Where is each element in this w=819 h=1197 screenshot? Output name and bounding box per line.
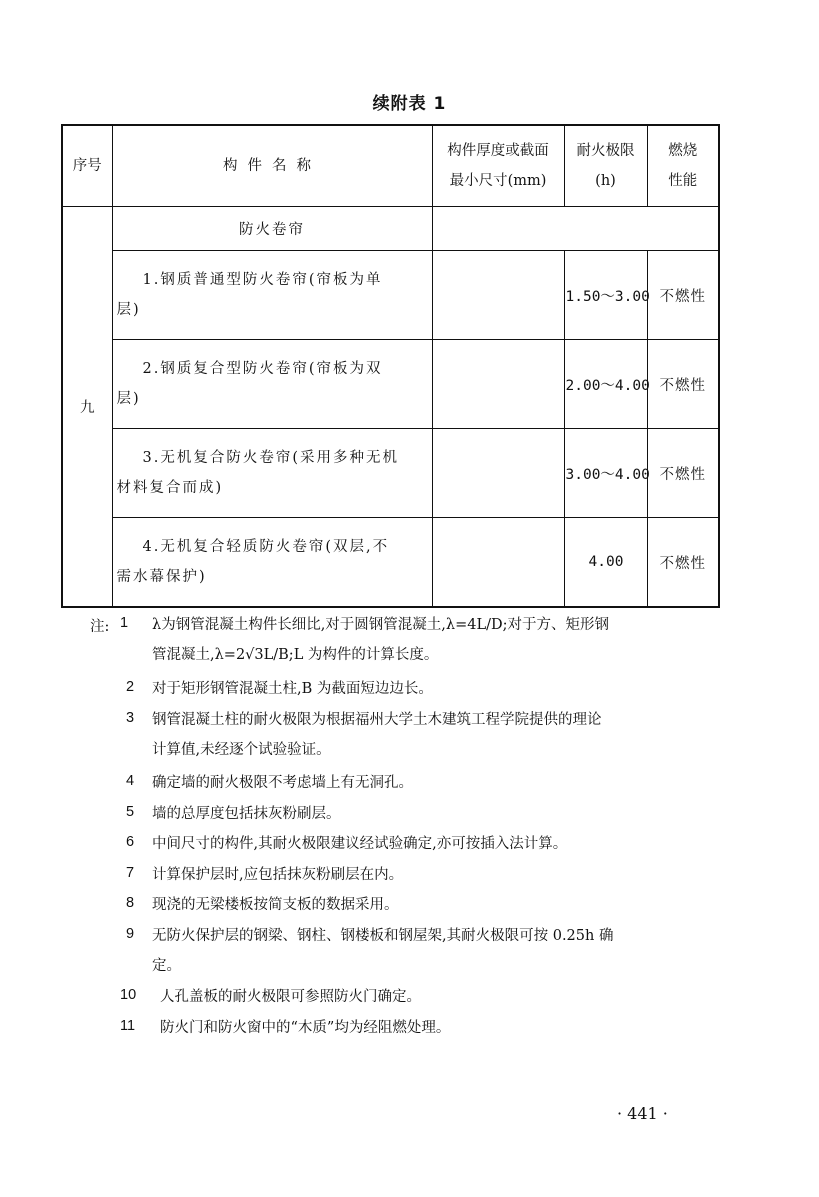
item-name-line1: 2.钢质复合型防火卷帘(帘板为双	[142, 361, 383, 377]
note-line1: 对于矩形钢管混凝土柱,B 为截面短边边长。	[152, 681, 433, 697]
note-line1: 计算保护层时,应包括抹灰粉刷层在内。	[152, 867, 404, 883]
note-line1: 中间尺寸的构件,其耐火极限建议经试验确定,亦可按插入法计算。	[152, 836, 568, 852]
note-number: 11	[120, 1018, 136, 1034]
item-name	[112, 340, 432, 429]
note-line1: 现浇的无梁楼板按简支板的数据采用。	[152, 897, 399, 913]
table-row	[62, 251, 719, 340]
header-comb	[647, 125, 719, 207]
item-name-line2: 层)	[116, 302, 141, 318]
note-text	[152, 829, 720, 859]
item-name-line1: 4.无机复合轻质防火卷帘(双层,不	[142, 539, 390, 555]
note-number: 1	[120, 615, 129, 631]
note-text	[152, 674, 720, 704]
item-name	[112, 429, 432, 518]
note-number: 10	[120, 987, 137, 1003]
item-name-line1: 3.无机复合防火卷帘(采用多种无机	[142, 450, 399, 466]
note-text	[152, 610, 720, 670]
note-line1: 确定墙的耐火极限不考虑墙上有无洞孔。	[152, 775, 413, 791]
item-size	[432, 429, 564, 518]
fire-resistance-table	[61, 124, 720, 608]
note-text	[160, 982, 728, 1012]
note-text	[152, 799, 720, 829]
item-combustibility: 不燃性	[647, 429, 719, 518]
table-header-row	[62, 125, 719, 207]
header-fire-line1: 耐火极限	[576, 143, 635, 159]
note-number: 8	[126, 895, 135, 911]
section-number: 九	[62, 207, 112, 608]
table-row	[62, 429, 719, 518]
item-size	[432, 251, 564, 340]
page-number: · 441 ·	[617, 1104, 668, 1123]
item-size	[432, 518, 564, 608]
page-title: 续附表 1	[372, 94, 447, 114]
note-line1: λ为钢管混凝土构件长细比,对于圆钢管混凝土,λ=4L/D;对于方、矩形钢	[152, 617, 609, 633]
category-empty-cell	[432, 207, 719, 251]
item-name	[112, 518, 432, 608]
item-combustibility: 不燃性	[647, 251, 719, 340]
note-text	[160, 1013, 728, 1043]
item-fire-limit: 3.00～4.00	[564, 429, 647, 518]
note-line1: 无防火保护层的钢梁、钢柱、钢楼板和钢屋架,其耐火极限可按 0.25h 确	[152, 928, 614, 944]
notes-prefix: 注:	[90, 619, 110, 635]
table-row	[62, 340, 719, 429]
note-number: 4	[126, 773, 135, 789]
note-line1: 人孔盖板的耐火极限可参照防火门确定。	[160, 989, 421, 1005]
category-name: 防火卷帘	[112, 207, 432, 251]
note-number: 9	[126, 926, 135, 942]
note-text	[152, 890, 720, 920]
header-seq: 序号	[62, 125, 112, 207]
note-line2: 计算值,未经逐个试验验证。	[152, 742, 331, 758]
note-number: 3	[126, 710, 135, 726]
item-name-line2: 材料复合而成)	[116, 480, 224, 496]
note-text	[152, 921, 720, 981]
item-name-line1: 1.钢质普通型防火卷帘(帘板为单	[142, 272, 383, 288]
header-size	[432, 125, 564, 207]
item-name-line2: 层)	[116, 391, 141, 407]
header-name: 构件名称	[112, 125, 432, 207]
note-text	[152, 768, 720, 798]
note-number: 2	[126, 679, 135, 695]
note-number: 6	[126, 834, 135, 850]
note-line2: 定。	[152, 958, 181, 974]
note-number: 7	[126, 865, 135, 881]
header-size-line1: 构件厚度或截面	[447, 143, 549, 159]
item-name	[112, 251, 432, 340]
note-line1: 墙的总厚度包括抹灰粉刷层。	[152, 806, 341, 822]
header-comb-line2: 性能	[668, 173, 698, 189]
header-fire-line2: (h)	[595, 173, 616, 189]
header-comb-line1: 燃烧	[668, 143, 698, 159]
item-combustibility: 不燃性	[647, 518, 719, 608]
header-size-line2: 最小尺寸(mm)	[449, 173, 547, 189]
header-fire	[564, 125, 647, 207]
note-text	[152, 705, 720, 765]
item-size	[432, 340, 564, 429]
item-fire-limit: 2.00～4.00	[564, 340, 647, 429]
item-name-line2: 需水幕保护)	[116, 569, 207, 585]
note-number: 5	[126, 804, 135, 820]
note-line2: 管混凝土,λ=2√3L/B;L 为构件的计算长度。	[152, 647, 439, 663]
item-fire-limit: 1.50～3.00	[564, 251, 647, 340]
item-fire-limit: 4.00	[564, 518, 647, 608]
note-line1: 防火门和防火窗中的“木质”均为经阻燃处理。	[160, 1020, 451, 1036]
table-row	[62, 518, 719, 608]
note-text	[152, 860, 720, 890]
note-line1: 钢管混凝土柱的耐火极限为根据福州大学土木建筑工程学院提供的理论	[152, 712, 602, 728]
item-combustibility: 不燃性	[647, 340, 719, 429]
category-row	[62, 207, 719, 251]
